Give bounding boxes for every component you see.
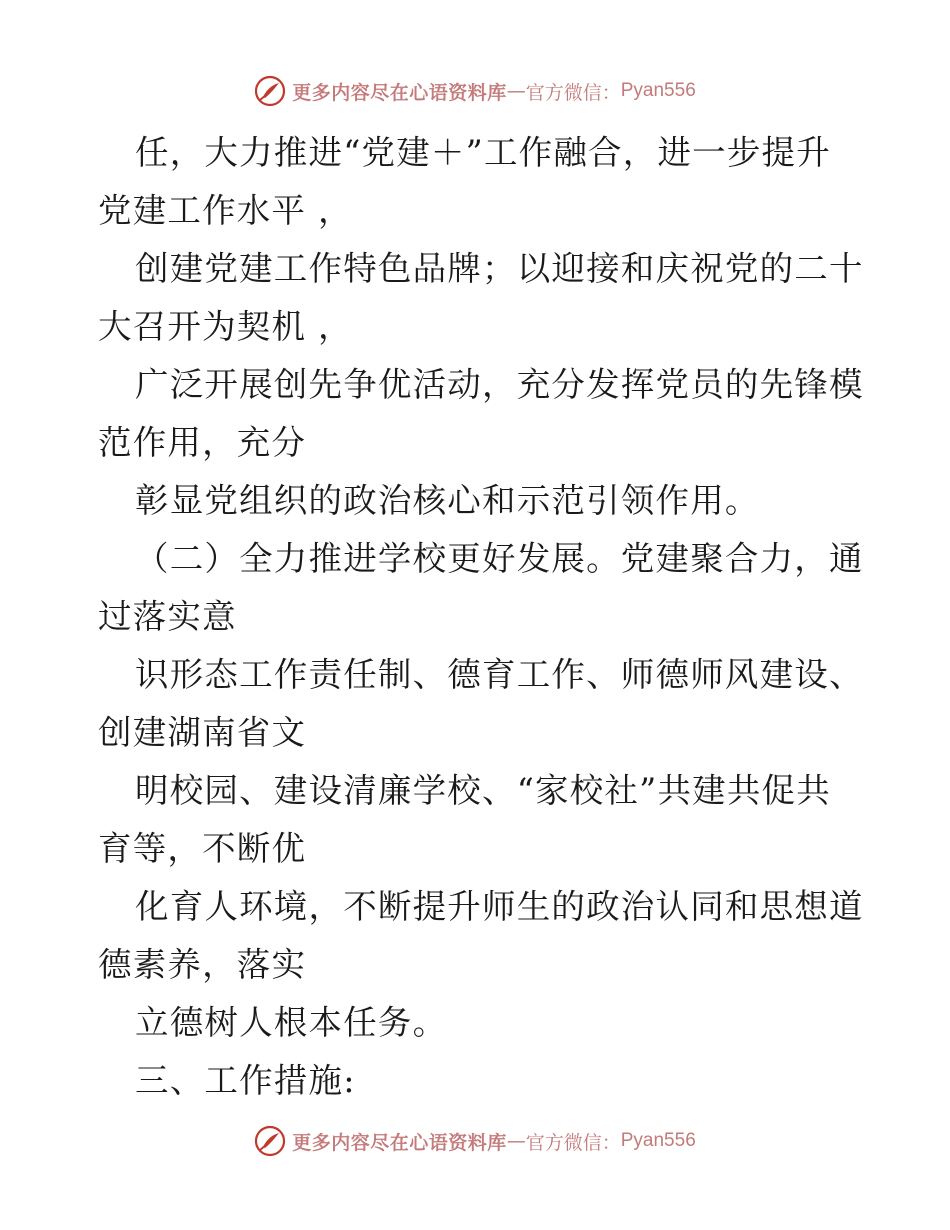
- watermark-wechat-label: 官方微信：: [525, 1131, 621, 1154]
- text-line: 任，大力推进“党建＋”工作融合，进一步提升: [135, 133, 831, 172]
- watermark-brand: 更多内容尽在心语资料库: [292, 1131, 507, 1154]
- section-heading-line: （二）全力推进学校更好发展。党建聚合力，通: [135, 539, 864, 578]
- section-heading-line: 三、工作措施:: [135, 1061, 356, 1100]
- watermark-wechat-id: Pyan556: [620, 80, 696, 101]
- text-line: 识形态工作责任制、德育工作、师德师风建设、: [135, 655, 864, 694]
- quill-logo-icon: [254, 1125, 286, 1157]
- text-line: 德素养，落实: [98, 945, 307, 984]
- text-line: 范作用，充分: [98, 423, 307, 462]
- text-line: 广泛开展创先争优活动，充分发挥党员的先锋模: [135, 365, 864, 404]
- watermark-separator: —: [506, 80, 526, 102]
- text-line: 过落实意: [98, 597, 237, 636]
- text-line: 彰显党组织的政治核心和示范引领作用。: [135, 481, 760, 520]
- watermark-separator: —: [506, 1130, 526, 1152]
- text-line: 立德树人根本任务。: [135, 1003, 448, 1042]
- text-line: 化育人环境，不断提升师生的政治认同和思想道: [135, 887, 864, 926]
- footer-watermark: [0, 1121, 950, 1161]
- watermark-wechat-id: Pyan556: [620, 1130, 696, 1151]
- quill-logo-icon: [254, 75, 286, 107]
- text-line: 党建工作水平 ，: [98, 191, 353, 230]
- text-line: 创建党建工作特色品牌；以迎接和庆祝党的二十: [135, 249, 864, 288]
- text-line: 创建湖南省文: [98, 713, 307, 752]
- document-body: [98, 124, 864, 1110]
- watermark-wechat-label: 官方微信：: [525, 81, 621, 104]
- text-line: 育等，不断优: [98, 829, 307, 868]
- watermark-brand: 更多内容尽在心语资料库: [292, 81, 507, 104]
- header-watermark: [0, 71, 950, 111]
- text-line: 明校园、建设清廉学校、“家校社”共建共促共: [135, 771, 831, 810]
- text-line: 大召开为契机 ，: [98, 307, 353, 346]
